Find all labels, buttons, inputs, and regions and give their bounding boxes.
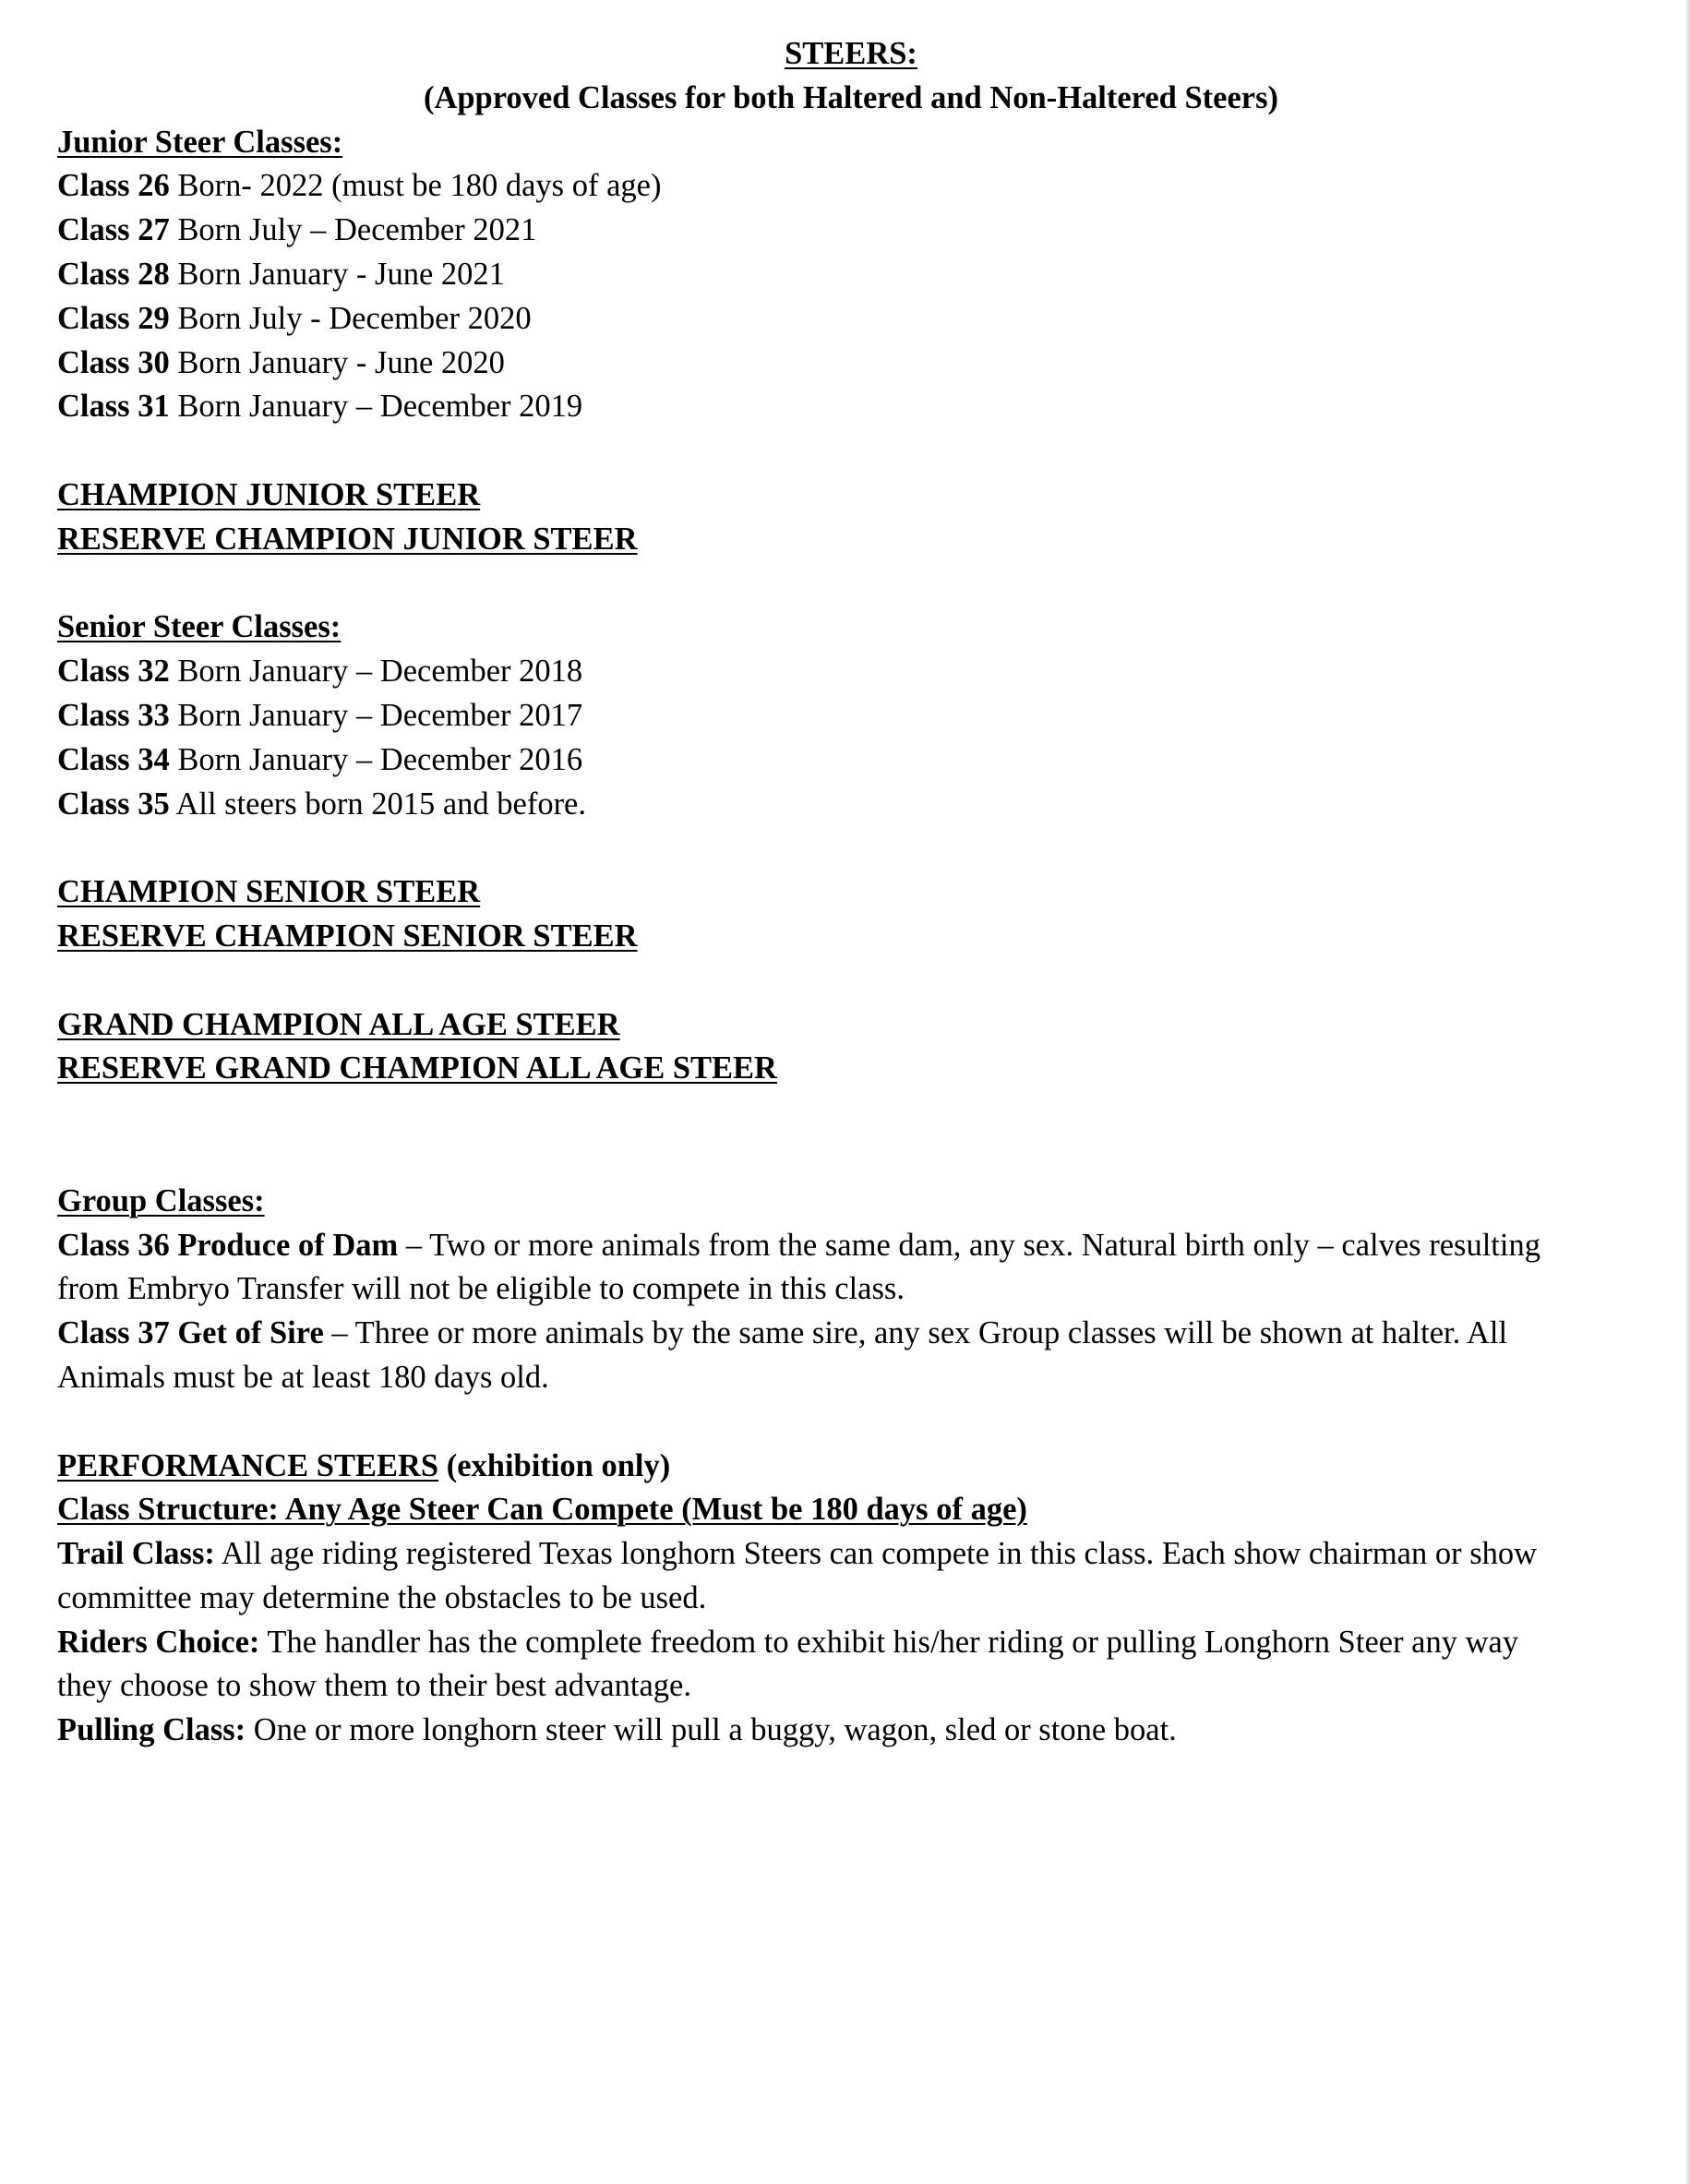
class-description: The handler has the complete freedom to exhibit his/her riding or pulling Longhorn Steer any way [259, 1624, 1519, 1660]
group-class-item [57, 1224, 1626, 1268]
senior-class-item [57, 694, 1626, 738]
class-structure: Class Structure: Any Age Steer Can Compete (Must be 180 days of age) [57, 1492, 1027, 1528]
class-description: Born July - December 2020 [169, 300, 532, 336]
junior-class-item [57, 164, 1626, 209]
class-description: – Two or more animals from the same dam, any sex. Natural birth only – calves resulting [398, 1227, 1540, 1263]
performance-heading: PERFORMANCE STEERS [57, 1447, 439, 1483]
class-label: Class 37 Get of Sire [57, 1315, 324, 1351]
performance-class-item-continued: committee may determine the obstacles to be used. [57, 1579, 707, 1615]
group-class-item-continued: Animals must be at least 180 days old. [57, 1359, 549, 1395]
class-label: Class 26 [57, 168, 170, 204]
class-label: Class 31 [57, 389, 170, 425]
class-description: One or more longhorn steer will pull a buggy, wagon, sled or stone boat. [246, 1712, 1177, 1748]
class-label: Class 32 [57, 654, 170, 690]
class-label: Class 35 [57, 786, 170, 822]
class-label: Trail Class: [57, 1536, 215, 1572]
group-classes-heading: Group Classes: [57, 1182, 265, 1218]
grand-champion-all-age-steer: GRAND CHAMPION ALL AGE STEER [57, 1006, 620, 1042]
document-subtitle: (Approved Classes for both Haltered and Non-Haltered Steers) [423, 79, 1279, 115]
senior-class-item [57, 783, 1626, 827]
senior-classes-heading: Senior Steer Classes: [57, 609, 342, 645]
class-label: Class 27 [57, 212, 170, 248]
class-description: – Three or more animals by the same sire, any sex Group classes will be shown at halter. All [323, 1315, 1508, 1351]
performance-class-item-continued: they choose to show them to their best advantage. [57, 1668, 691, 1704]
class-label: Riders Choice: [57, 1624, 260, 1660]
performance-heading-note: (exhibition only) [438, 1447, 671, 1483]
document-body [57, 32, 1626, 1753]
class-label: Class 33 [57, 697, 170, 733]
class-description: Born January - June 2020 [169, 344, 505, 380]
class-label: Class 34 [57, 741, 170, 777]
senior-class-item [57, 738, 1626, 783]
junior-class-item [57, 209, 1626, 253]
junior-class-item [57, 342, 1626, 386]
group-class-item-continued: from Embryo Transfer will not be eligible to compete in this class. [57, 1271, 905, 1307]
senior-class-item [57, 650, 1626, 694]
class-description: Born January - June 2021 [169, 256, 505, 292]
group-class-item [57, 1312, 1626, 1356]
class-description: Born January – December 2017 [169, 697, 583, 733]
class-label: Class 28 [57, 256, 170, 292]
class-description: All age riding registered Texas longhorn Steers can compete in this class. Each show chairman or show [214, 1536, 1538, 1572]
performance-class-item [57, 1709, 1626, 1753]
champion-junior-steer: CHAMPION JUNIOR STEER [57, 476, 481, 512]
page-edge-shadow [1684, 0, 1690, 2184]
reserve-champion-senior-steer: RESERVE CHAMPION SENIOR STEER [57, 918, 638, 954]
document-title: STEERS: [785, 36, 917, 71]
junior-classes-heading: Junior Steer Classes: [57, 124, 343, 160]
performance-class-item [57, 1621, 1626, 1665]
class-label: Class 30 [57, 344, 170, 380]
performance-heading-line [57, 1445, 1626, 1489]
class-description: Born January – December 2018 [169, 654, 583, 690]
performance-class-item [57, 1532, 1626, 1577]
class-description: All steers born 2015 and before. [169, 786, 586, 822]
champion-senior-steer: CHAMPION SENIOR STEER [57, 874, 481, 910]
junior-class-item [57, 297, 1626, 342]
class-description: Born January – December 2019 [169, 389, 583, 425]
junior-class-item [57, 385, 1626, 429]
class-description: Born January – December 2016 [169, 741, 583, 777]
junior-class-item [57, 253, 1626, 297]
reserve-champion-junior-steer: RESERVE CHAMPION JUNIOR STEER [57, 521, 638, 557]
class-label: Pulling Class: [57, 1712, 246, 1748]
class-label: Class 36 Produce of Dam [57, 1227, 399, 1263]
class-label: Class 29 [57, 300, 170, 336]
class-description: Born- 2022 (must be 180 days of age) [169, 168, 662, 204]
reserve-grand-champion-all-age-steer: RESERVE GRAND CHAMPION ALL AGE STEER [57, 1050, 777, 1086]
class-description: Born July – December 2021 [169, 212, 537, 248]
